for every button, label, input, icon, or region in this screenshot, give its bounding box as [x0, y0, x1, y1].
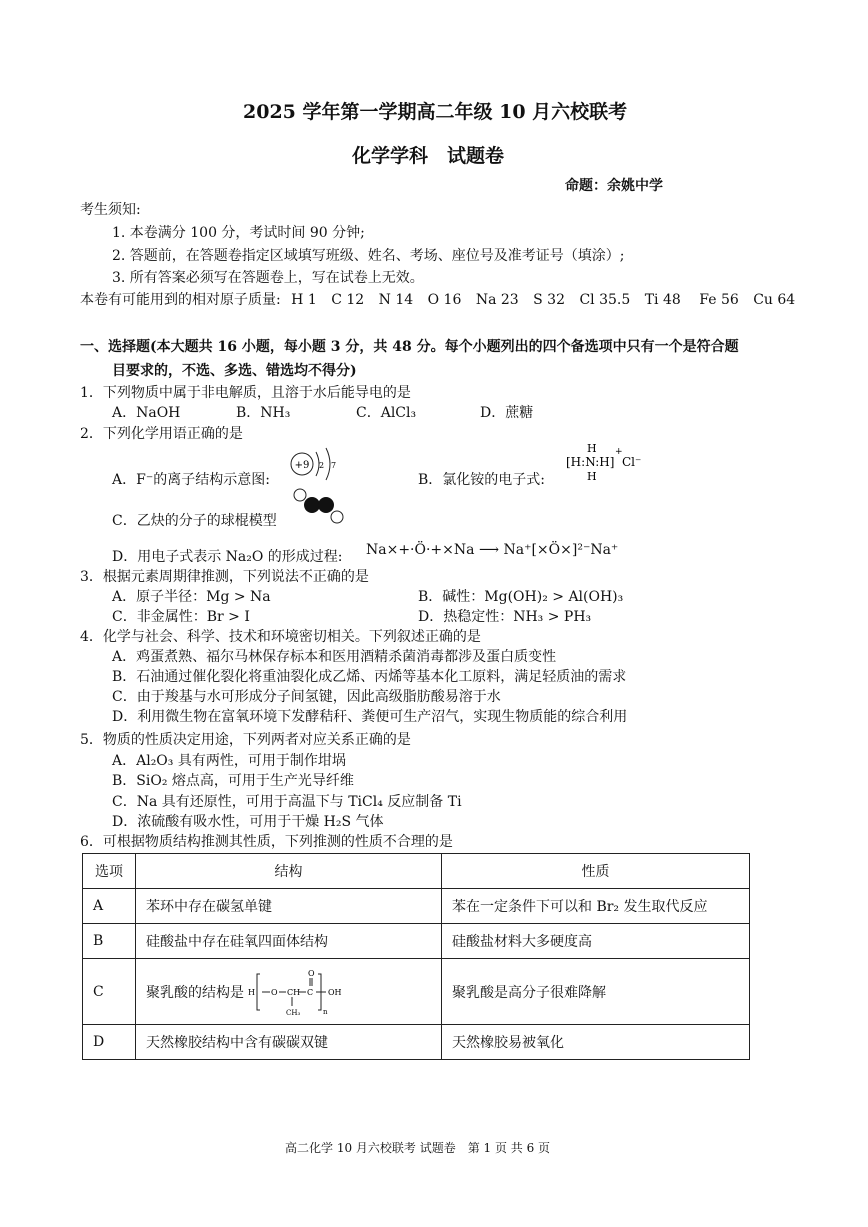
ion-nucleus: +9 [294, 460, 310, 471]
ion-shell-1: 2 [319, 461, 325, 470]
mass-item: C 12 [331, 292, 365, 308]
cl-ion: Cl⁻ [622, 455, 642, 469]
pla-c: C [307, 987, 314, 997]
q1-option-c: C．AlCl₃ [356, 405, 417, 421]
pla-n: n [323, 1007, 328, 1016]
reaction-arrow: ⟶ [478, 542, 500, 558]
section-heading: 一、选择题(本大题共 16 小题，每小题 3 分，共 48 分。每个小题列出的四个备选项中只有一个是符合题 [80, 339, 739, 355]
pla-ch3: CH₃ [286, 1008, 301, 1017]
row-property: 苯在一定条件下可以和 Br₂ 发生取代反应 [442, 889, 750, 924]
table-header: 结构 [136, 854, 442, 889]
table-header: 选项 [83, 854, 136, 889]
atomic-masses [80, 290, 795, 310]
q4-option-c: C．由于羧基与水可形成分子间氢键，因此高级脂肪酸易溶于水 [112, 689, 501, 705]
table-header-row [83, 854, 750, 889]
notice-item: 3. 所有答案必须写在答题卷上，写在试卷上无效。 [112, 270, 424, 286]
q5-option-b: B．SiO₂ 熔点高，可用于生产光导纤维 [112, 773, 354, 789]
q3-option-d: D．热稳定性：NH₃ > PH₃ [418, 609, 592, 625]
table-row [83, 889, 750, 924]
q5-option-c: C．Na 具有还原性，可用于高温下与 TiCl₄ 反应制备 Ti [112, 794, 462, 810]
mass-item: O 16 [427, 292, 462, 308]
q3-option-a: A．原子半径：Mg > Na [112, 589, 271, 605]
q1-stem: 1．下列物质中属于非电解质，且溶于水后能导电的是 [80, 385, 411, 401]
mass-item: N 14 [378, 292, 414, 308]
q4-option-a: A．鸡蛋煮熟、福尔马林保存标本和医用酒精杀菌消毒都涉及蛋白质变性 [112, 649, 557, 665]
row-property: 天然橡胶易被氧化 [442, 1025, 750, 1060]
na2o-reactants: Na×+·Ö·+×Na [366, 542, 475, 558]
ammonium-chloride-electron-formula [564, 440, 644, 486]
q6-stem: 6．可根据物质结构推测其性质，下列推测的性质不合理的是 [80, 834, 453, 850]
exam-title: 2025 学年第一学期高二年级 10 月六校联考 [243, 101, 628, 123]
row-structure-pla [136, 959, 442, 1025]
q2-option-b: B．氯化铵的电子式: [418, 472, 546, 488]
q1-option-d: D．蔗糖 [480, 405, 534, 421]
row-structure: 聚乳酸的结构是 [146, 984, 244, 1001]
q2-option-c: C．乙炔的分子的球棍模型 [112, 513, 277, 529]
mass-item: Ti 48 [644, 292, 681, 308]
mass-item: Cu 64 [753, 292, 796, 308]
q2-option-d: D．用电子式表示 Na₂O 的形成过程: [112, 549, 343, 565]
mass-item: Fe 56 [699, 292, 739, 308]
table-header: 性质 [442, 854, 750, 889]
q6-table [82, 853, 750, 1060]
table-row [83, 959, 750, 1025]
fluoride-ion-diagram [286, 446, 346, 486]
q5-stem: 5．物质的性质决定用途，下列两者对应关系正确的是 [80, 732, 411, 748]
nh4-charge: + [615, 447, 623, 457]
nh4-formula: [H:N:H] [566, 455, 615, 469]
notice-item: 1. 本卷满分 100 分，考试时间 90 分钟; [112, 225, 365, 241]
row-structure: 硅酸盐中存在硅氧四面体结构 [136, 924, 442, 959]
notice-heading: 考生须知: [80, 202, 141, 218]
q1-option-a: A．NaOH [112, 405, 181, 421]
acetylene-ball-stick-model [290, 486, 348, 528]
q4-stem: 4．化学与社会、科学、技术和环境密切相关。下列叙述正确的是 [80, 629, 481, 645]
author-line: 命题：余姚中学 [565, 178, 663, 194]
q4-option-b: B．石油通过催化裂化将重油裂化成乙烯、丙烯等基本化工原料，满足轻质油的需求 [112, 669, 627, 685]
row-option: B [83, 924, 136, 959]
mass-item: Cl 35.5 [579, 292, 631, 308]
table-row [83, 924, 750, 959]
notice-item: 2. 答题前，在答题卷指定区域填写班级、姓名、考场、座位号及准考证号（填涂）; [112, 248, 625, 264]
row-structure: 苯环中存在碳氢单键 [136, 889, 442, 924]
pla-o-double: O [308, 968, 316, 978]
page-footer: 高二化学 10 月六校联考 试题卷 第 1 页 共 6 页 [285, 1141, 551, 1155]
nh4-h-top: H [587, 442, 597, 455]
mass-item: S 32 [533, 292, 565, 308]
exam-subtitle: 化学学科 试题卷 [352, 145, 505, 167]
polylactic-acid-structure [248, 964, 348, 1020]
atomic-masses-label: 本卷有可能用到的相对原子质量: [80, 292, 281, 308]
mass-item: Na 23 [475, 292, 519, 308]
na2o-product: Na⁺[×Ö×]²⁻Na⁺ [503, 542, 619, 558]
table-row [83, 1025, 750, 1060]
na2o-formation [366, 540, 618, 560]
mass-item: H 1 [291, 292, 317, 308]
q5-option-d: D．浓硫酸有吸水性，可用于干燥 H₂S 气体 [112, 814, 384, 830]
row-structure: 天然橡胶结构中含有碳碳双键 [136, 1025, 442, 1060]
q3-option-b: B．碱性：Mg(OH)₂ > Al(OH)₃ [418, 589, 624, 605]
q1-option-b: B．NH₃ [236, 405, 291, 421]
section-heading-cont: 目要求的，不选、多选、错选均不得分) [112, 363, 357, 379]
pla-ch: CH [287, 987, 301, 997]
q4-option-d: D．利用微生物在富氧环境下发酵秸秆、粪便可生产沼气，实现生物质能的综合利用 [112, 709, 628, 725]
pla-oh: OH [328, 987, 342, 997]
row-option: D [83, 1025, 136, 1060]
row-option: A [83, 889, 136, 924]
row-property: 聚乳酸是高分子很难降解 [442, 959, 750, 1025]
q2-option-a: A．F⁻的离子结构示意图: [112, 472, 270, 488]
q3-stem: 3．根据元素周期律推测，下列说法不正确的是 [80, 569, 369, 585]
ion-shell-2: 7 [331, 461, 337, 470]
row-property: 硅酸盐材料大多硬度高 [442, 924, 750, 959]
q3-option-c: C．非金属性：Br > I [112, 609, 250, 625]
row-option: C [83, 959, 136, 1025]
nh4-h-bottom: H [587, 470, 597, 483]
q5-option-a: A．Al₂O₃ 具有两性，可用于制作坩埚 [112, 753, 346, 769]
q2-stem: 2．下列化学用语正确的是 [80, 426, 243, 442]
pla-h: H [248, 987, 256, 997]
pla-o: O [271, 987, 279, 997]
